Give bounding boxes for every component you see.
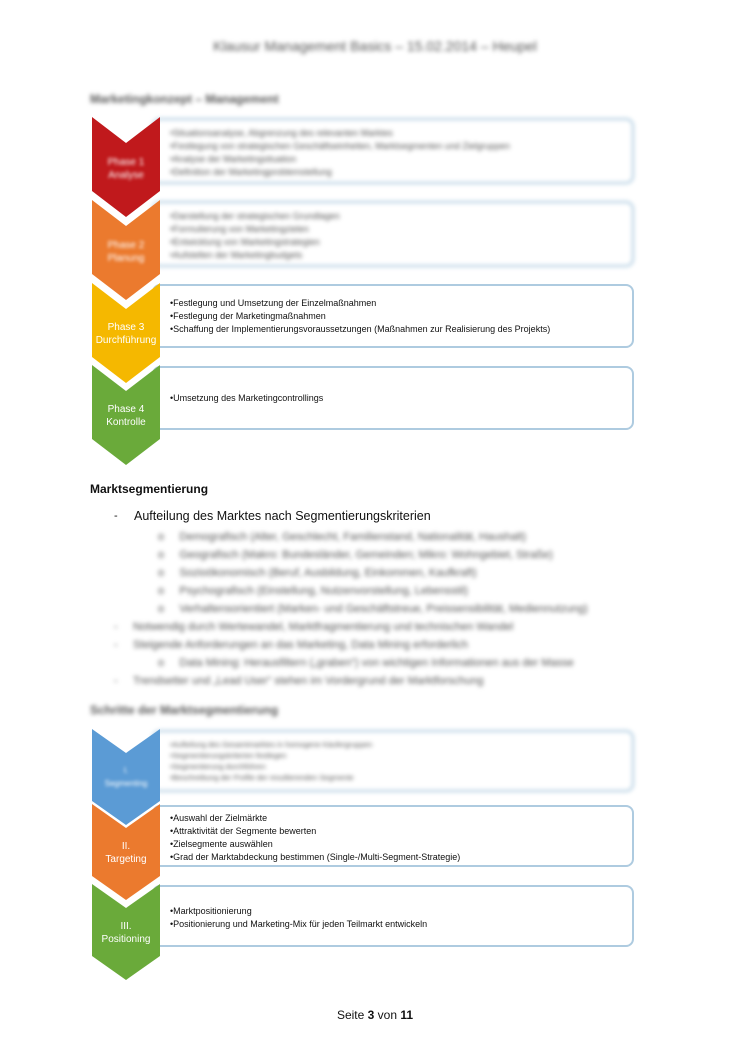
- phase-1-label: Phase 1 Analyse: [107, 157, 145, 181]
- page-number: Seite 3 von 11: [336, 1008, 414, 1022]
- sub-item: o Psychografisch (Einstellung, Nutzenvorstellung, Lebensstil): [158, 585, 468, 597]
- list-item: o Data Mining: Herausfiltern („graben“) von wichtigen Informationen aus der Masse: [158, 657, 574, 669]
- sub-item: o Verhaltensorientiert (Marken- und Geschäftstreue, Preissensibilität, Mediennutzung): [158, 603, 588, 615]
- phase-3-box: [152, 284, 634, 348]
- total-pages: 11: [400, 1008, 414, 1022]
- phase-1-bullet: •Situationsanalyse, Abgrenzung des relevanten Marktes: [170, 128, 393, 138]
- phase-4-box: [152, 366, 634, 430]
- step-2-label: II. Targeting: [105, 841, 147, 865]
- section-heading-schritte: Schritte der Marktsegmentierung: [90, 703, 279, 717]
- phase-3-bullet: •Festlegung und Umsetzung der Einzelmaßnahmen: [170, 298, 377, 308]
- step-3-bullet: •Positionierung und Marketing-Mix für jeden Teilmarkt entwickeln: [170, 919, 428, 929]
- step-3-label: III. Positioning: [101, 921, 151, 945]
- sub-item: o Demografisch (Alter, Geschlecht, Familienstand, Nationalität, Haushalt): [158, 531, 527, 543]
- phase-1-box: [152, 118, 634, 184]
- section-heading-marktsegmentierung: Marktsegmentierung: [90, 482, 209, 496]
- list-item: - Steigende Anforderungen an das Marketing, Data Mining erforderlich: [114, 639, 469, 651]
- phase-1-bullet: •Festlegung von strategischen Geschäftseinheiten, Marktsegmenten und Zielgruppen: [170, 141, 510, 151]
- phase-2-bullet: •Aufstellen der Marketingbudgets: [170, 250, 303, 260]
- current-page: 3: [367, 1008, 375, 1022]
- list-item: - Notwendig durch Wertewandel, Marktfragmentierung und technischen Wandel: [114, 621, 514, 633]
- step-2-box: [152, 805, 634, 867]
- step-1-bullet: •Beschreibung der Profile der resultierenden Segmente: [170, 773, 354, 782]
- segmentation-sublist: [158, 528, 588, 618]
- section-heading-marketingkonzept: Marketingkonzept – Management: [90, 92, 279, 106]
- step-1-bullet: •Segmentierung durchführen: [170, 762, 266, 771]
- phase-2-bullet: •Darstellung der strategischen Grundlagen: [170, 211, 340, 221]
- phase-2-box: [152, 201, 634, 267]
- phase-2-label: Phase 2 Planung: [107, 240, 145, 264]
- sub-item: o Sozioökonomisch (Beruf, Ausbildung, Einkommen, Kaufkraft): [158, 567, 477, 579]
- sub-item: o Geografisch (Makro: Bundesländer, Gemeinden; Mikro: Wohngebiet, Straße): [158, 549, 553, 561]
- step-2-bullet: •Auswahl der Zielmärkte: [170, 813, 268, 823]
- step-1-bullet: •Segmentierungskriterien festlegen: [170, 751, 287, 760]
- phase-2-bullet: •Entwicklung von Marketingstrategien: [170, 237, 320, 247]
- step-2-bullet: •Attraktivität der Segmente bewerten: [170, 826, 317, 836]
- phase-3-bullet: •Schaffung der Implementierungsvoraussetzungen (Maßnahmen zur Realisierung des Projekts): [170, 324, 551, 334]
- step-1-box: [152, 730, 634, 792]
- phase-4-bullet: •Umsetzung des Marketingcontrollings: [170, 393, 324, 403]
- document-title: Klausur Management Basics – 15.02.2014 – Heupel: [213, 38, 537, 54]
- phase-1-bullet: •Definition der Marketingproblemstellung: [170, 167, 332, 177]
- segmentation-list-2: [114, 618, 574, 690]
- step-1-bullet: •Aufteilung des Gesamtmarktes in homogene Käufergruppen: [170, 740, 373, 749]
- step-2-bullet: •Grad der Marktabdeckung bestimmen (Single-/Multi-Segment-Strategie): [170, 852, 461, 862]
- segmentation-main-item: Aufteilung des Marktes nach Segmentierungskriterien: [134, 509, 431, 523]
- phase-3-label: Phase 3 Durchführung: [95, 322, 157, 346]
- step-2-bullet: •Zielsegmente auswählen: [170, 839, 273, 849]
- dash-bullet: -: [114, 510, 118, 522]
- step-3-box: [152, 885, 634, 947]
- step-3-bullet: •Marktpositionierung: [170, 906, 252, 916]
- phase-1-bullet: •Analyse der Marketingsituation: [170, 154, 297, 164]
- phase-2-bullet: •Formulierung von Marketingzielen: [170, 224, 309, 234]
- list-item: - Trendsetter und „Lead User“ stehen im Vordergrund der Marktforschung: [114, 675, 484, 687]
- phase-3-bullet: •Festlegung der Marketingmaßnahmen: [170, 311, 326, 321]
- step-1-label: I. Segmenting: [104, 766, 148, 788]
- phase-4-label: Phase 4 Kontrolle: [106, 404, 146, 428]
